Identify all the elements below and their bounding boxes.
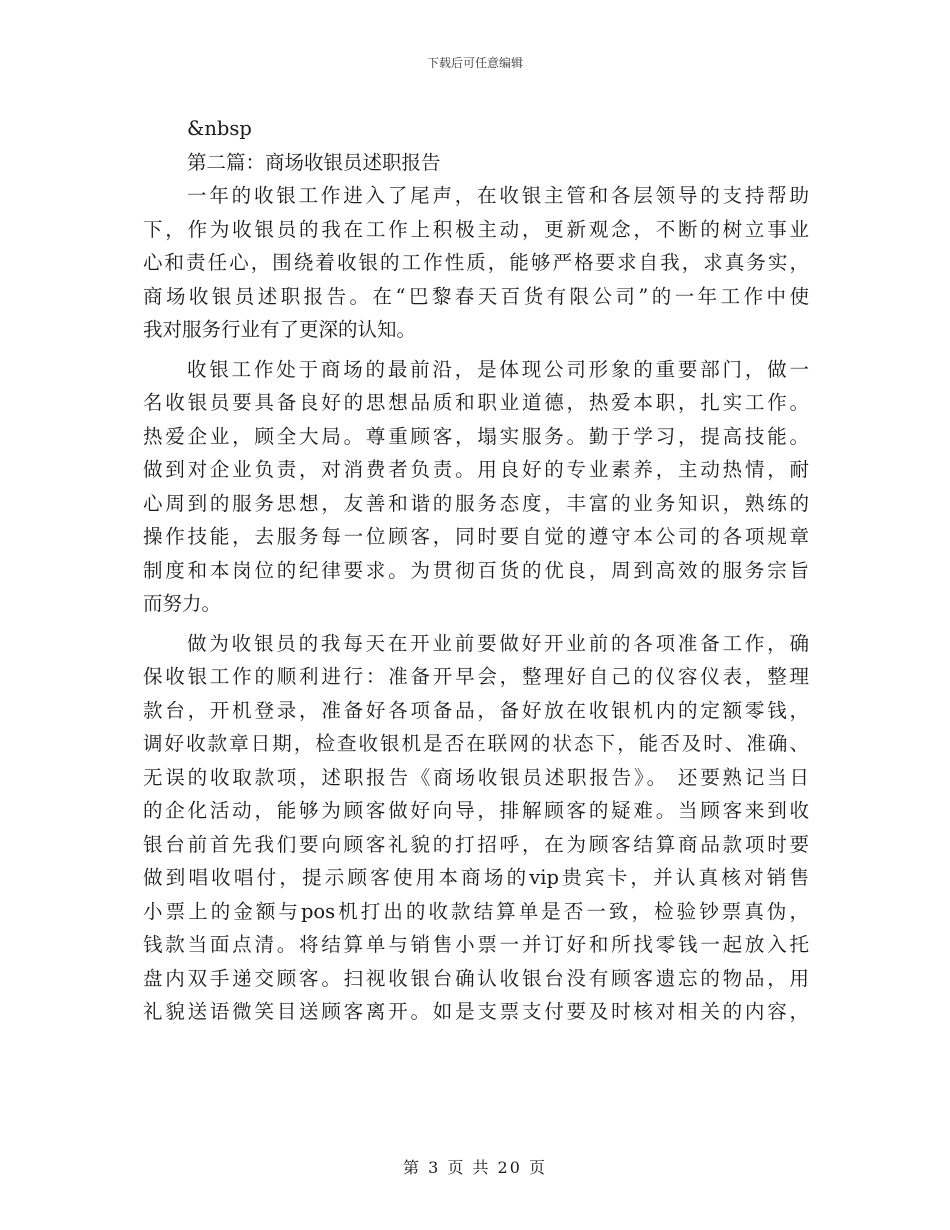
page-header: 下载后可任意编辑: [426, 56, 523, 70]
body-line: [143, 420, 809, 454]
body-line: [143, 895, 809, 929]
body-line: [143, 995, 809, 1029]
body-line: [143, 828, 809, 862]
body-line-text: 保收银工作的顺利进行：准备开早会，整理好自己的仪容仪表，整理: [143, 665, 809, 688]
body-line: [143, 313, 809, 347]
body-line-text: 的企化活动，能够为顾客做好向导，排解顾客的疑难。当顾客来到收: [143, 799, 809, 822]
body-line: [143, 280, 809, 314]
body-line: [143, 861, 809, 895]
body-line-text: 做到唱收唱付，提示顾客使用本商场的vip贵宾卡，并认真核对销售: [143, 866, 809, 889]
body-line-text: 而努力。: [143, 592, 222, 615]
body-line: [143, 554, 809, 588]
body-line-text: 无误的收取款项，述职报告《商场收银员述职报告》。 还要熟记当日: [143, 765, 809, 789]
body-line-text: 小票上的金额与pos机打出的收款结算单是否一致，检验钞票真伪，: [143, 899, 809, 923]
body-line: [143, 453, 809, 487]
body-line: [143, 761, 809, 795]
body-line: [143, 112, 809, 146]
body-line: [143, 386, 809, 420]
body-line-text: 制度和本岗位的纪律要求。为贯彻百货的优良，周到高效的服务宗旨: [143, 558, 809, 582]
body-line-text: 下，作为收银员的我在工作上积极主动，更新观念，不断的树立事业: [143, 217, 809, 241]
body-line-text: 热爱企业，顾全大局。尊重顾客，塌实服务。勤于学习，提高技能。: [143, 424, 809, 448]
body-line: [143, 727, 809, 761]
body-line: [143, 246, 809, 280]
body-line: [143, 627, 809, 661]
body-line-text: 做为收银员的我每天在开业前要做好开业前的各项准备工作，确: [187, 631, 809, 655]
body-line-text: 一年的收银工作进入了尾声，在收银主管和各层领导的支持帮助: [187, 184, 809, 207]
body-line-text: 心和责任心，围绕着收银的工作性质，能够严格要求自我，求真务实，: [143, 251, 809, 274]
body-line-text: 心周到的服务思想，友善和谐的服务态度，丰富的业务知识，熟练的: [143, 491, 809, 515]
body-line-text: 收银工作处于商场的最前沿，是体现公司形象的重要部门，做一: [187, 357, 809, 381]
body-line: [143, 794, 809, 828]
body-line: [143, 353, 809, 387]
body-line-text: 钱款当面点清。将结算单与销售小票一并订好和所找零钱一起放入托: [143, 933, 809, 956]
body-line: [143, 487, 809, 521]
body-line-text: 调好收款章日期，检查收银机是否在联网的状态下，能否及时、准确、: [143, 732, 809, 755]
body-line-text: 礼貌送语微笑目送顾客离开。如是支票支付要及时核对相关的内容，: [143, 1000, 809, 1023]
body-line: [143, 660, 809, 694]
body-line-text: 款台，开机登录，准备好各项备品，备好放在收银机内的定额零钱，: [143, 698, 809, 722]
body-line-text: 做到对企业负责，对消费者负责。用良好的专业素养，主动热情，耐: [143, 458, 809, 481]
document-body: [143, 112, 809, 1029]
body-line: [143, 179, 809, 213]
body-line-text: 我对服务行业有了更深的认知。: [143, 318, 417, 341]
page-footer: 第 3 页 共 20 页: [403, 1158, 547, 1177]
body-line: [143, 587, 809, 621]
body-line-text: 第二篇：商场收银员述职报告: [187, 150, 441, 174]
body-line-text: 名收银员要具备良好的思想品质和职业道德，热爱本职，扎实工作。: [143, 391, 809, 414]
body-line: [143, 213, 809, 247]
body-line-text: 盘内双手递交顾客。扫视收银台确认收银台没有顾客遗忘的物品，用: [143, 966, 809, 990]
body-line-text: 商场收银员述职报告。在“巴黎春天百货有限公司”的一年工作中使: [143, 284, 809, 308]
body-line: [143, 962, 809, 996]
body-line-text: 操作技能，去服务每一位顾客，同时要自觉的遵守本公司的各项规章: [143, 525, 809, 548]
body-line: [143, 928, 809, 962]
body-line-text: &nbsp: [187, 117, 252, 140]
body-line: [143, 146, 809, 180]
body-line: [143, 694, 809, 728]
body-line: [143, 520, 809, 554]
body-line-text: 银台前首先我们要向顾客礼貌的打招呼，在为顾客结算商品款项时要: [143, 832, 809, 856]
